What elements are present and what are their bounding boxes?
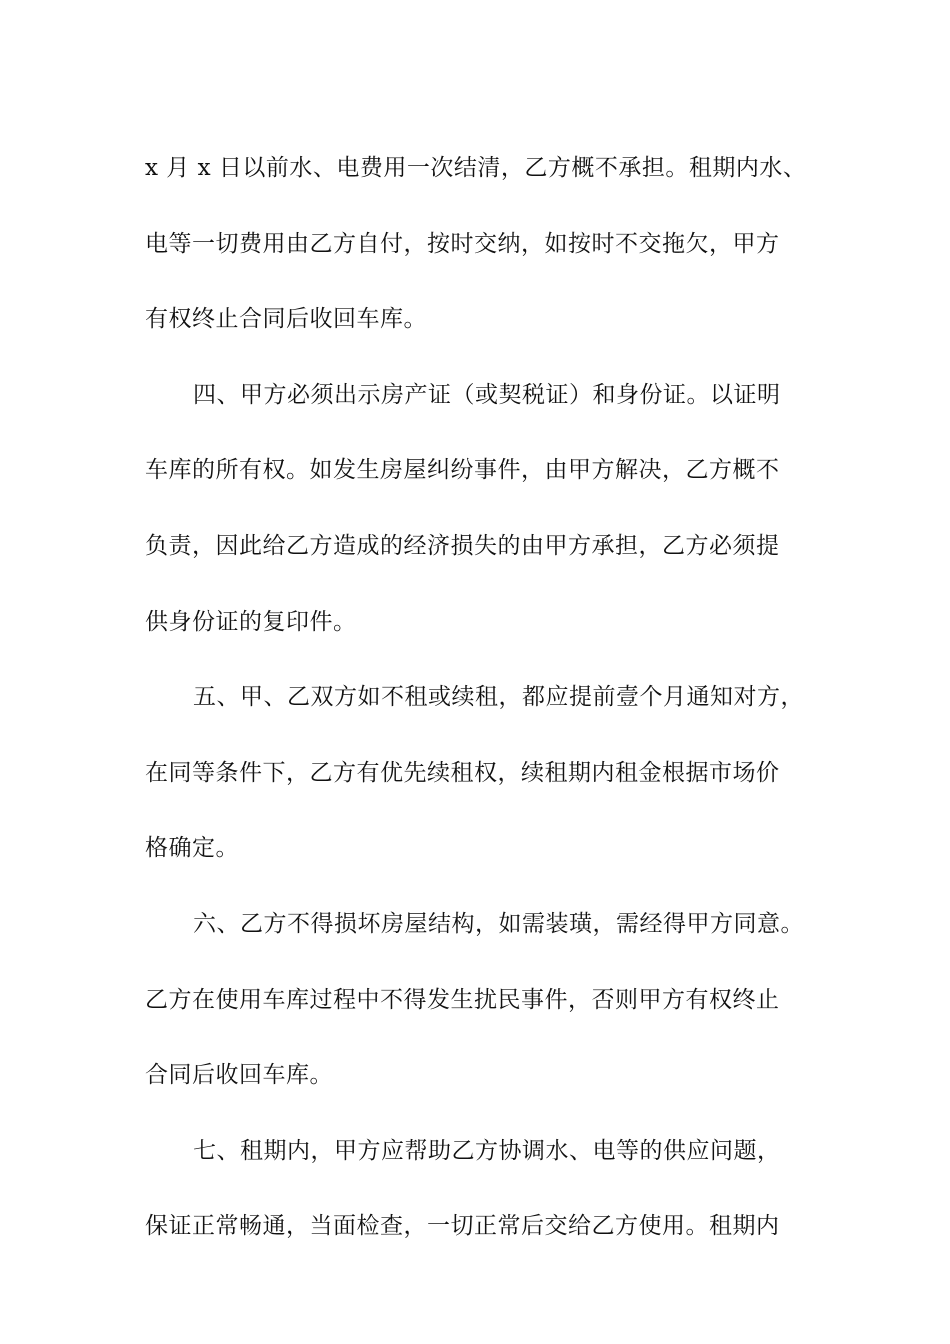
text-line: 在同等条件下，乙方有优先续租权，续租期内租金根据市场价 xyxy=(145,759,780,786)
text-line: 合同后收回车库。 xyxy=(145,1062,333,1089)
text-line: 六、乙方不得损坏房屋结构，如需装璜，需经得甲方同意。 xyxy=(193,910,804,937)
text-line: 五、甲、乙双方如不租或续租，都应提前壹个月通知对方， xyxy=(193,684,804,711)
paragraph-clause-five xyxy=(145,660,825,887)
text-line: 保证正常畅通，当面检查，一切正常后交给乙方使用。租期内 xyxy=(145,1213,780,1240)
text-line: 车库的所有权。如发生房屋纠纷事件，由甲方解决，乙方概不 xyxy=(145,457,780,484)
text-line: 供身份证的复印件。 xyxy=(145,608,357,635)
text-line: 七、租期内，甲方应帮助乙方协调水、电等的供应问题， xyxy=(193,1137,781,1164)
paragraph-clause-six xyxy=(145,887,825,1114)
text-line: x 月 x 日以前水、电费用一次结清，乙方概不承担。租期内水、 xyxy=(145,155,807,181)
paragraph-clause-seven xyxy=(145,1114,825,1265)
text-line: 负责，因此给乙方造成的经济损失的由甲方承担，乙方必须提 xyxy=(145,532,780,559)
paragraph-utilities xyxy=(145,131,825,358)
text-line: 电等一切费用由乙方自付，按时交纳，如按时不交拖欠，甲方 xyxy=(145,230,780,257)
text-line: 四、甲方必须出示房产证（或契税证）和身份证。以证明 xyxy=(193,381,781,408)
text-line: 有权终止合同后收回车库。 xyxy=(145,306,427,333)
document-body xyxy=(145,131,825,1265)
text-line: 乙方在使用车库过程中不得发生扰民事件，否则甲方有权终止 xyxy=(145,986,780,1013)
paragraph-clause-four xyxy=(145,358,825,660)
text-line: 格确定。 xyxy=(145,835,239,862)
